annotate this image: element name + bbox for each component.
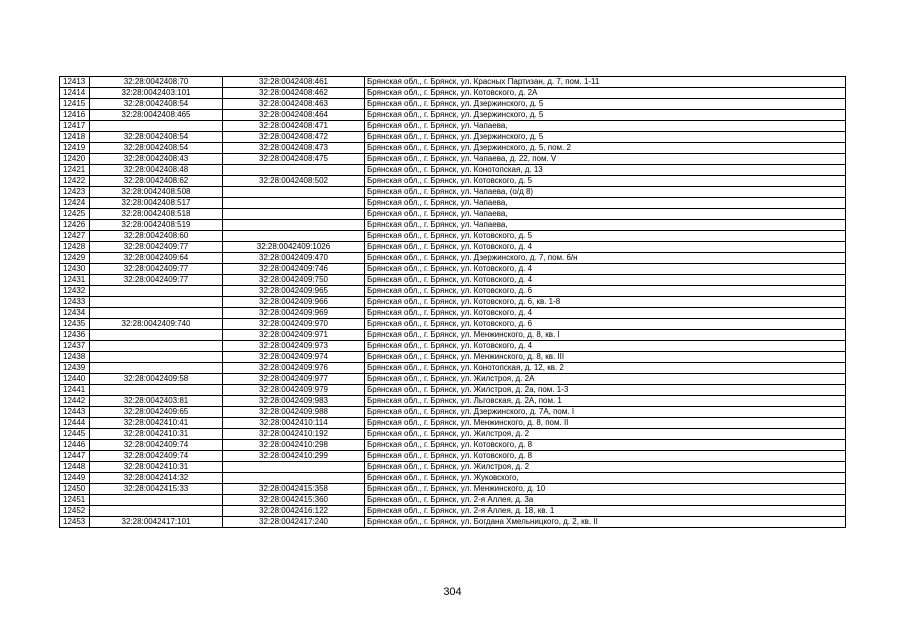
- object-number-cell: 32:28:0042409:969: [223, 308, 365, 319]
- object-number-cell: 32:28:0042416:122: [223, 506, 365, 517]
- row-number-cell: 12451: [60, 495, 90, 506]
- row-number-cell: 12446: [60, 440, 90, 451]
- address-cell: Брянская обл., г. Брянск, ул. Котовского, д. 4: [365, 242, 846, 253]
- row-number-cell: 12441: [60, 385, 90, 396]
- cadastral-number-cell: 32:28:0042408:43: [90, 154, 223, 165]
- row-number-cell: 12443: [60, 407, 90, 418]
- row-number-cell: 12422: [60, 176, 90, 187]
- cadastral-number-cell: 32:28:0042410:41: [90, 418, 223, 429]
- row-number-cell: 12426: [60, 220, 90, 231]
- object-number-cell: [223, 462, 365, 473]
- row-number-cell: 12445: [60, 429, 90, 440]
- address-cell: Брянская обл., г. Брянск, ул. Менжинского, д. 10: [365, 484, 846, 495]
- table-row: [60, 220, 846, 231]
- address-cell: Брянская обл., г. Брянск, ул. Чапаева,: [365, 220, 846, 231]
- cadastral-number-cell: 32:28:0042409:64: [90, 253, 223, 264]
- cadastral-number-cell: 32:28:0042403:81: [90, 396, 223, 407]
- row-number-cell: 12431: [60, 275, 90, 286]
- object-number-cell: 32:28:0042410:298: [223, 440, 365, 451]
- cadastral-number-cell: [90, 297, 223, 308]
- object-number-cell: 32:28:0042408:461: [223, 77, 365, 88]
- address-cell: Брянская обл., г. Брянск, ул. Дзержинского, д. 7А, пом. I: [365, 407, 846, 418]
- row-number-cell: 12414: [60, 88, 90, 99]
- row-number-cell: 12417: [60, 121, 90, 132]
- address-cell: Брянская обл., г. Брянск, ул. Жилстроя, д. 2А: [365, 374, 846, 385]
- cadastral-number-cell: 32:28:0042408:465: [90, 110, 223, 121]
- row-number-cell: 12440: [60, 374, 90, 385]
- row-number-cell: 12421: [60, 165, 90, 176]
- table-row: [60, 231, 846, 242]
- address-cell: Брянская обл., г. Брянск, ул. Котовского, д. 4: [365, 275, 846, 286]
- cadastral-number-cell: [90, 308, 223, 319]
- page-number: 304: [443, 586, 462, 598]
- table-row: [60, 495, 846, 506]
- address-cell: Брянская обл., г. Брянск, ул. Жилстроя, д. 2а, пом. 1-3: [365, 385, 846, 396]
- object-number-cell: [223, 165, 365, 176]
- table-body: [60, 77, 846, 528]
- table-row: [60, 462, 846, 473]
- address-cell: Брянская обл., г. Брянск, ул. Конотопская, д. 13: [365, 165, 846, 176]
- table-row: [60, 506, 846, 517]
- address-cell: Брянская обл., г. Брянск, ул. Чапаева,: [365, 198, 846, 209]
- cadastral-number-cell: [90, 121, 223, 132]
- table-row: [60, 275, 846, 286]
- cadastral-number-cell: 32:28:0042408:518: [90, 209, 223, 220]
- cadastral-number-cell: [90, 385, 223, 396]
- row-number-cell: 12420: [60, 154, 90, 165]
- address-cell: Брянская обл., г. Брянск, ул. Чапаева, д. 22, пом. V: [365, 154, 846, 165]
- row-number-cell: 12432: [60, 286, 90, 297]
- cadastral-number-cell: 32:28:0042409:77: [90, 264, 223, 275]
- row-number-cell: 12448: [60, 462, 90, 473]
- object-number-cell: [223, 220, 365, 231]
- cadastral-number-cell: 32:28:0042408:62: [90, 176, 223, 187]
- table-row: [60, 209, 846, 220]
- object-number-cell: 32:28:0042409:970: [223, 319, 365, 330]
- cadastral-number-cell: 32:28:0042409:77: [90, 275, 223, 286]
- address-cell: Брянская обл., г. Брянск, ул. Котовского, д. 8: [365, 440, 846, 451]
- object-number-cell: 32:28:0042408:473: [223, 143, 365, 154]
- address-cell: Брянская обл., г. Брянск, ул. Котовского, д. 2А: [365, 88, 846, 99]
- table-row: [60, 418, 846, 429]
- row-number-cell: 12413: [60, 77, 90, 88]
- cadastral-number-cell: 32:28:0042408:48: [90, 165, 223, 176]
- table-row: [60, 308, 846, 319]
- cadastral-number-cell: 32:28:0042408:54: [90, 143, 223, 154]
- table-row: [60, 297, 846, 308]
- address-cell: Брянская обл., г. Брянск, ул. 2-я Аллея, д. 18, кв. 1: [365, 506, 846, 517]
- address-cell: Брянская обл., г. Брянск, ул. Котовского, д. 8: [365, 451, 846, 462]
- object-number-cell: 32:28:0042410:114: [223, 418, 365, 429]
- object-number-cell: [223, 231, 365, 242]
- address-cell: Брянская обл., г. Брянск, ул. Жилстроя, д. 2: [365, 462, 846, 473]
- object-number-cell: 32:28:0042409:983: [223, 396, 365, 407]
- object-number-cell: 32:28:0042408:462: [223, 88, 365, 99]
- row-number-cell: 12429: [60, 253, 90, 264]
- row-number-cell: 12415: [60, 99, 90, 110]
- address-cell: Брянская обл., г. Брянск, ул. Дзержинского, д. 7, пом. 6/н: [365, 253, 846, 264]
- object-number-cell: 32:28:0042408:472: [223, 132, 365, 143]
- table-row: [60, 88, 846, 99]
- cadastral-number-cell: [90, 352, 223, 363]
- cadastral-number-cell: [90, 341, 223, 352]
- table-row: [60, 385, 846, 396]
- table-row: [60, 407, 846, 418]
- object-number-cell: 32:28:0042408:464: [223, 110, 365, 121]
- row-number-cell: 12439: [60, 363, 90, 374]
- cadastral-number-cell: 32:28:0042409:740: [90, 319, 223, 330]
- cadastral-number-cell: 32:28:0042409:74: [90, 451, 223, 462]
- object-number-cell: 32:28:0042409:750: [223, 275, 365, 286]
- table-row: [60, 363, 846, 374]
- row-number-cell: 12447: [60, 451, 90, 462]
- row-number-cell: 12428: [60, 242, 90, 253]
- table-row: [60, 352, 846, 363]
- row-number-cell: 12424: [60, 198, 90, 209]
- address-cell: Брянская обл., г. Брянск, ул. Жилстроя, д. 2: [365, 429, 846, 440]
- address-cell: Брянская обл., г. Брянск, ул. Красных Партизан, д. 7, пом. 1-11: [365, 77, 846, 88]
- row-number-cell: 12450: [60, 484, 90, 495]
- address-cell: Брянская обл., г. Брянск, ул. Котовского, д. 4: [365, 264, 846, 275]
- address-cell: Брянская обл., г. Брянск, ул. Дзержинского, д. 5, пом. 2: [365, 143, 846, 154]
- address-cell: Брянская обл., г. Брянск, ул. Льговская, д. 2А, пом. 1: [365, 396, 846, 407]
- object-number-cell: 32:28:0042408:463: [223, 99, 365, 110]
- address-cell: Брянская обл., г. Брянск, ул. Котовского, д. 6, кв. 1-8: [365, 297, 846, 308]
- address-cell: Брянская обл., г. Брянск, ул. Менжинского, д. 8, кв. I: [365, 330, 846, 341]
- table-row: [60, 286, 846, 297]
- cadastral-number-cell: 32:28:0042408:54: [90, 99, 223, 110]
- data-table: [59, 76, 846, 528]
- table-row: [60, 341, 846, 352]
- cadastral-number-cell: 32:28:0042409:65: [90, 407, 223, 418]
- cadastral-number-cell: 32:28:0042415:33: [90, 484, 223, 495]
- row-number-cell: 12435: [60, 319, 90, 330]
- row-number-cell: 12434: [60, 308, 90, 319]
- cadastral-number-cell: 32:28:0042403:101: [90, 88, 223, 99]
- object-number-cell: 32:28:0042415:358: [223, 484, 365, 495]
- table-row: [60, 473, 846, 484]
- table-row: [60, 396, 846, 407]
- row-number-cell: 12444: [60, 418, 90, 429]
- table-row: [60, 242, 846, 253]
- cadastral-number-cell: 32:28:0042408:517: [90, 198, 223, 209]
- object-number-cell: 32:28:0042409:979: [223, 385, 365, 396]
- address-cell: Брянская обл., г. Брянск, ул. Котовского, д. 5: [365, 231, 846, 242]
- object-number-cell: 32:28:0042409:988: [223, 407, 365, 418]
- cadastral-number-cell: [90, 363, 223, 374]
- table-row: [60, 143, 846, 154]
- row-number-cell: 12438: [60, 352, 90, 363]
- table-row: [60, 77, 846, 88]
- cadastral-number-cell: 32:28:0042409:58: [90, 374, 223, 385]
- address-cell: Брянская обл., г. Брянск, ул. 2-я Аллея, д. 3а: [365, 495, 846, 506]
- object-number-cell: [223, 187, 365, 198]
- address-cell: Брянская обл., г. Брянск, ул. Котовского, д. 6: [365, 319, 846, 330]
- address-cell: Брянская обл., г. Брянск, ул. Котовского, д. 4: [365, 341, 846, 352]
- cadastral-number-cell: [90, 330, 223, 341]
- cadastral-number-cell: 32:28:0042410:31: [90, 429, 223, 440]
- object-number-cell: 32:28:0042415:360: [223, 495, 365, 506]
- table-row: [60, 319, 846, 330]
- row-number-cell: 12442: [60, 396, 90, 407]
- cadastral-number-cell: 32:28:0042408:508: [90, 187, 223, 198]
- address-cell: Брянская обл., г. Брянск, ул. Котовского, д. 5: [365, 176, 846, 187]
- object-number-cell: 32:28:0042409:965: [223, 286, 365, 297]
- object-number-cell: 32:28:0042417:240: [223, 517, 365, 528]
- address-cell: Брянская обл., г. Брянск, ул. Чапаева,: [365, 209, 846, 220]
- table-row: [60, 165, 846, 176]
- table-row: [60, 429, 846, 440]
- object-number-cell: 32:28:0042409:966: [223, 297, 365, 308]
- row-number-cell: 12430: [60, 264, 90, 275]
- cadastral-number-cell: 32:28:0042409:74: [90, 440, 223, 451]
- object-number-cell: 32:28:0042409:1026: [223, 242, 365, 253]
- row-number-cell: 12433: [60, 297, 90, 308]
- object-number-cell: 32:28:0042409:971: [223, 330, 365, 341]
- address-cell: Брянская обл., г. Брянск, ул. Богдана Хмельницкого, д. 2, кв. II: [365, 517, 846, 528]
- table-row: [60, 121, 846, 132]
- table-row: [60, 517, 846, 528]
- table-row: [60, 264, 846, 275]
- row-number-cell: 12423: [60, 187, 90, 198]
- row-number-cell: 12452: [60, 506, 90, 517]
- object-number-cell: [223, 198, 365, 209]
- object-number-cell: 32:28:0042409:974: [223, 352, 365, 363]
- object-number-cell: [223, 473, 365, 484]
- cadastral-number-cell: 32:28:0042408:70: [90, 77, 223, 88]
- row-number-cell: 12437: [60, 341, 90, 352]
- table-row: [60, 176, 846, 187]
- object-number-cell: 32:28:0042409:746: [223, 264, 365, 275]
- address-cell: Брянская обл., г. Брянск, ул. Дзержинского, д. 5: [365, 132, 846, 143]
- table-row: [60, 451, 846, 462]
- address-cell: Брянская обл., г. Брянск, ул. Жуковского,: [365, 473, 846, 484]
- cadastral-number-cell: [90, 506, 223, 517]
- address-cell: Брянская обл., г. Брянск, ул. Чапаева,: [365, 121, 846, 132]
- object-number-cell: 32:28:0042409:976: [223, 363, 365, 374]
- row-number-cell: 12453: [60, 517, 90, 528]
- object-number-cell: 32:28:0042410:192: [223, 429, 365, 440]
- address-cell: Брянская обл., г. Брянск, ул. Конотопская, д. 12, кв. 2: [365, 363, 846, 374]
- row-number-cell: 12427: [60, 231, 90, 242]
- table-row: [60, 440, 846, 451]
- address-cell: Брянская обл., г. Брянск, ул. Менжинского, д. 8, пом. II: [365, 418, 846, 429]
- address-cell: Брянская обл., г. Брянск, ул. Дзержинского, д. 5: [365, 99, 846, 110]
- address-cell: Брянская обл., г. Брянск, ул. Котовского, д. 4: [365, 308, 846, 319]
- cadastral-number-cell: 32:28:0042409:77: [90, 242, 223, 253]
- row-number-cell: 12425: [60, 209, 90, 220]
- row-number-cell: 12418: [60, 132, 90, 143]
- object-number-cell: 32:28:0042408:471: [223, 121, 365, 132]
- address-cell: Брянская обл., г. Брянск, ул. Менжинского, д. 8, кв. III: [365, 352, 846, 363]
- address-cell: Брянская обл., г. Брянск, ул. Котовского, д. 6: [365, 286, 846, 297]
- object-number-cell: 32:28:0042409:977: [223, 374, 365, 385]
- cadastral-number-cell: [90, 286, 223, 297]
- object-number-cell: 32:28:0042408:475: [223, 154, 365, 165]
- row-number-cell: 12419: [60, 143, 90, 154]
- table-row: [60, 187, 846, 198]
- cadastral-number-cell: 32:28:0042414:32: [90, 473, 223, 484]
- cadastral-number-cell: [90, 495, 223, 506]
- table-row: [60, 330, 846, 341]
- object-number-cell: 32:28:0042409:470: [223, 253, 365, 264]
- cadastral-number-cell: 32:28:0042408:60: [90, 231, 223, 242]
- cadastral-number-cell: 32:28:0042408:54: [90, 132, 223, 143]
- table-row: [60, 253, 846, 264]
- cadastral-number-cell: 32:28:0042417:101: [90, 517, 223, 528]
- table-row: [60, 484, 846, 495]
- table-row: [60, 132, 846, 143]
- table-row: [60, 198, 846, 209]
- cadastral-number-cell: 32:28:0042410:31: [90, 462, 223, 473]
- table-row: [60, 99, 846, 110]
- object-number-cell: [223, 209, 365, 220]
- address-cell: Брянская обл., г. Брянск, ул. Дзержинского, д. 5: [365, 110, 846, 121]
- address-cell: Брянская обл., г. Брянск, ул. Чапаева, (о/д 8): [365, 187, 846, 198]
- object-number-cell: 32:28:0042408:502: [223, 176, 365, 187]
- object-number-cell: 32:28:0042410:299: [223, 451, 365, 462]
- table-row: [60, 110, 846, 121]
- table-row: [60, 374, 846, 385]
- object-number-cell: 32:28:0042409:973: [223, 341, 365, 352]
- cadastral-number-cell: 32:28:0042408:519: [90, 220, 223, 231]
- row-number-cell: 12416: [60, 110, 90, 121]
- table-row: [60, 154, 846, 165]
- row-number-cell: 12436: [60, 330, 90, 341]
- row-number-cell: 12449: [60, 473, 90, 484]
